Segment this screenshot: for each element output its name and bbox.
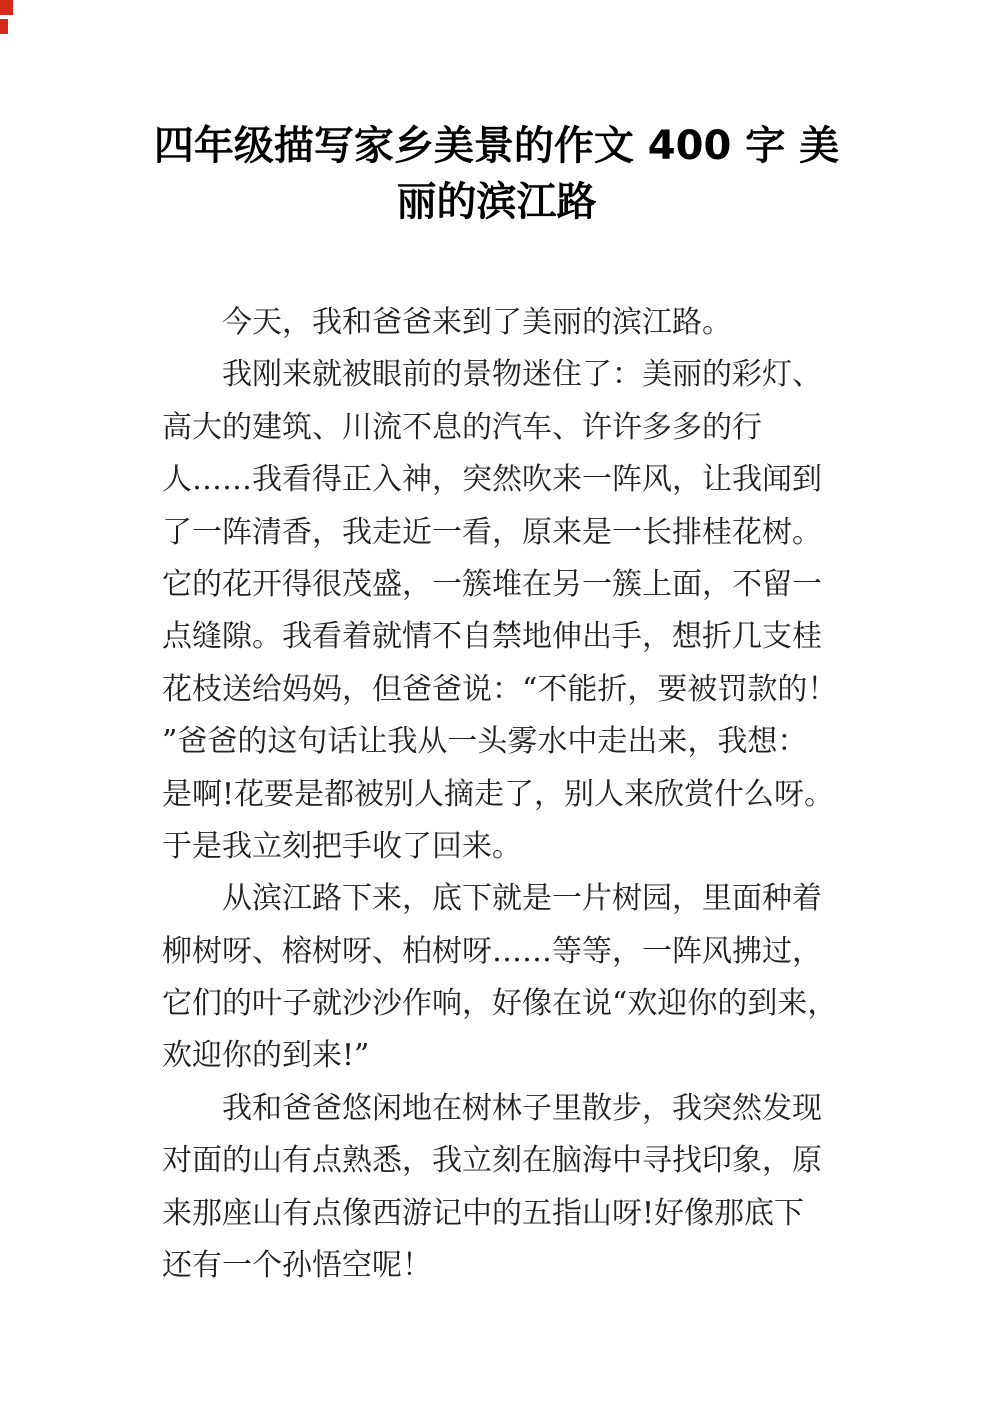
text-line: 柳树呀、榕树呀、柏树呀……等等，一阵风拂过， bbox=[162, 933, 822, 969]
text-line: 点缝隙。我看着就情不自禁地伸出手，想折几支桂 bbox=[162, 619, 822, 655]
text-line: 花枝送给妈妈，但爸爸说：“不能折，要被罚款的！ bbox=[162, 671, 838, 707]
essay-body bbox=[162, 297, 868, 1292]
text-line: 对面的山有点熟悉，我立刻在脑海中寻找印象，原 bbox=[162, 1143, 822, 1179]
text-line: 来那座山有点像西游记中的五指山呀!好像那底下 bbox=[162, 1195, 805, 1231]
text-line: ”爸爸的这句话让我从一头雾水中走出来，我想： bbox=[162, 724, 808, 760]
text-line: 它们的叶子就沙沙作响，好像在说“欢迎你的到来， bbox=[162, 986, 838, 1022]
text-line: 于是我立刻把手收了回来。 bbox=[162, 828, 522, 864]
text-line: 高大的建筑、川流不息的汽车、许许多多的行 bbox=[162, 409, 762, 445]
text-line: 还有一个孙悟空呢！ bbox=[162, 1248, 432, 1284]
text-line: 今天，我和爸爸来到了美丽的滨江路。 bbox=[222, 305, 732, 340]
text-line: 是啊!花要是都被别人摘走了，别人来欣赏什么呀。 bbox=[162, 776, 835, 812]
text-line: 它的花开得很茂盛，一簇堆在另一簇上面，不留一 bbox=[162, 566, 822, 602]
title-line-1: 四年级描写家乡美景的作文 400 字 美 bbox=[153, 123, 840, 169]
corner-mark-block-2 bbox=[0, 19, 8, 34]
corner-mark bbox=[0, 0, 40, 50]
corner-mark-block-1 bbox=[0, 0, 13, 15]
text-line: 我和爸爸悠闲地在树林子里散步，我突然发现 bbox=[222, 1090, 822, 1126]
text-line: 从滨江路下来，底下就是一片树园，里面种着 bbox=[222, 881, 822, 917]
page-title bbox=[0, 118, 993, 230]
title-line-2: 丽的滨江路 bbox=[396, 179, 597, 225]
text-line: 人……我看得正入神，突然吹来一阵风，让我闻到 bbox=[162, 462, 822, 498]
text-line: 欢迎你的到来!” bbox=[162, 1038, 370, 1074]
text-line: 了一阵清香，我走近一看，原来是一长排桂花树。 bbox=[162, 514, 822, 550]
text-line: 我刚来就被眼前的景物迷住了：美丽的彩灯、 bbox=[222, 357, 822, 393]
